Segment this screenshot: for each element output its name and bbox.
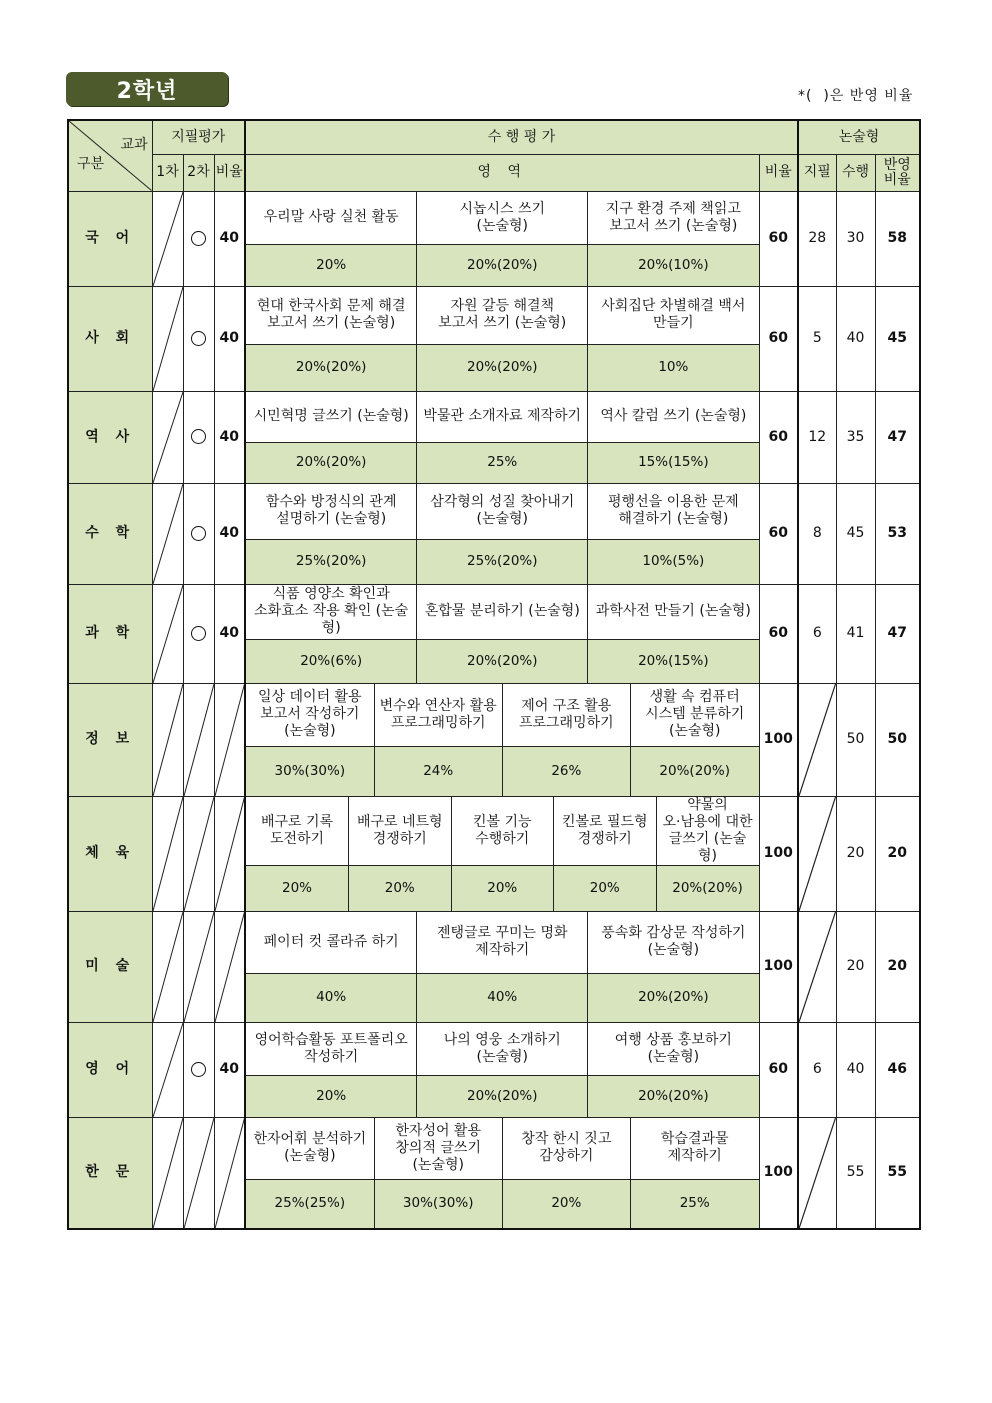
written-ratio-cell <box>214 1117 245 1229</box>
area-cell <box>245 584 759 683</box>
essay-total-value: 55 <box>875 1117 920 1229</box>
area-item <box>417 192 588 245</box>
written-ratio-value: 40 <box>214 391 245 483</box>
second-exam-cell <box>183 1022 214 1117</box>
area-header: 영 역 <box>245 154 759 191</box>
second-exam-cell <box>183 391 214 483</box>
area-grid <box>246 392 759 483</box>
area-percent: 24% <box>374 746 502 795</box>
essay-reflect-ratio-header <box>875 154 920 191</box>
subject-row <box>68 191 920 286</box>
area-item-label: 배구로 네트형 경쟁하기 <box>356 813 443 847</box>
area-cell <box>245 191 759 286</box>
area-item-label: 박물관 소개자료 제작하기 <box>423 408 582 425</box>
area-item <box>246 192 417 245</box>
essay-total-value: 58 <box>875 191 920 286</box>
area-percent: 40% <box>417 973 588 1021</box>
area-item-label: 과학사전 만들기 (논술형) <box>595 603 751 620</box>
second-exam-cell <box>183 584 214 683</box>
written-ratio-value: 40 <box>214 483 245 584</box>
area-item-label: 우리말 사랑 실천 활동 <box>263 209 399 226</box>
area-item-label: 일상 데이터 활용 보고서 작성하기 (논술형) <box>258 689 362 740</box>
area-percent: 25% <box>417 442 588 482</box>
subject-name: 영 어 <box>68 1022 152 1117</box>
area-item-label: 배구로 기록 도전하기 <box>260 813 334 847</box>
subject-name: 체 육 <box>68 796 152 911</box>
essay-written-cell <box>798 911 836 1022</box>
first-exam-cell <box>152 796 183 911</box>
area-percent: 20% <box>349 865 452 911</box>
area-item-label: 변수와 연산자 활용 프로그래밍하기 <box>379 697 497 731</box>
area-item <box>246 392 417 443</box>
area-item-label: 제어 구조 활용 프로그래밍하기 <box>518 697 614 731</box>
area-grid <box>246 912 759 1022</box>
area-percent: 10%(5%) <box>588 540 759 584</box>
essay-written-value: 28 <box>798 191 836 286</box>
area-item <box>417 585 588 640</box>
essay-performance-header: 수행 <box>836 154 875 191</box>
essay-total-value: 47 <box>875 584 920 683</box>
area-item-label: 젠탱글로 꾸미는 명화 제작하기 <box>436 925 568 959</box>
essay-performance-value: 20 <box>836 911 875 1022</box>
area-item <box>588 484 759 540</box>
essay-performance-value: 20 <box>836 796 875 911</box>
first-exam-cell <box>152 483 183 584</box>
essay-total-value: 46 <box>875 1022 920 1117</box>
area-item-label: 혼합물 분리하기 (논술형) <box>424 603 580 620</box>
area-item-label: 사회집단 차별해결 백서 만들기 <box>601 298 746 332</box>
second-exam-cell <box>183 191 214 286</box>
subject-row <box>68 483 920 584</box>
essay-written-value: 5 <box>798 286 836 391</box>
second-exam-header: 2차 <box>183 154 214 191</box>
area-item <box>588 1023 759 1076</box>
written-ratio-cell <box>214 796 245 911</box>
area-percent: 20%(20%) <box>246 345 417 391</box>
essay-performance-value: 41 <box>836 584 875 683</box>
second-exam-mark <box>191 331 206 346</box>
area-item-label: 킨볼 기능 수행하기 <box>472 813 532 847</box>
area-item-label: 식품 영양소 확인과 소화효소 작용 확인 (논술형) <box>254 586 409 637</box>
area-item <box>588 192 759 245</box>
performance-ratio-value: 100 <box>759 796 798 911</box>
area-percent: 20% <box>246 1075 417 1116</box>
performance-ratio-value: 100 <box>759 683 798 796</box>
subject-row <box>68 911 920 1022</box>
essay-performance-value: 40 <box>836 1022 875 1117</box>
area-item-label: 생활 속 컴퓨터 시스템 분류하기 (논술형) <box>645 689 745 740</box>
area-grid <box>246 797 759 911</box>
area-item-label: 풍속화 감상문 작성하기 (논술형) <box>601 925 746 959</box>
area-item <box>588 585 759 640</box>
area-grid <box>246 1023 759 1117</box>
area-item <box>246 585 417 640</box>
subject-name: 한 문 <box>68 1117 152 1229</box>
essay-performance-value: 40 <box>836 286 875 391</box>
area-item <box>502 684 630 747</box>
area-item <box>349 797 452 866</box>
essay-written-cell <box>798 796 836 911</box>
essay-performance-value: 35 <box>836 391 875 483</box>
area-item-label: 한자성어 활용 창의적 글쓰기 (논술형) <box>395 1122 481 1173</box>
area-grid <box>246 684 759 796</box>
first-exam-cell <box>152 683 183 796</box>
essay-header: 논술형 <box>798 120 920 154</box>
first-exam-cell <box>152 286 183 391</box>
essay-written-value: 12 <box>798 391 836 483</box>
area-percent: 20%(20%) <box>417 345 588 391</box>
subject-name: 국 어 <box>68 191 152 286</box>
area-percent: 20% <box>554 865 657 911</box>
area-item <box>417 1023 588 1076</box>
area-item-label: 자원 갈등 해결책 보고서 쓰기 (논술형) <box>438 298 567 332</box>
essay-total-value: 53 <box>875 483 920 584</box>
subject-name: 역 사 <box>68 391 152 483</box>
area-percent: 20%(20%) <box>630 746 758 795</box>
first-exam-cell <box>152 191 183 286</box>
area-item <box>451 797 554 866</box>
area-percent: 20%(20%) <box>417 639 588 682</box>
performance-ratio-value: 60 <box>759 483 798 584</box>
second-exam-mark <box>191 231 206 246</box>
area-grid <box>246 192 759 286</box>
second-exam-cell <box>183 683 214 796</box>
area-item-label: 영어학습활동 포트폴리오 작성하기 <box>254 1031 408 1065</box>
subject-name: 과 학 <box>68 584 152 683</box>
performance-ratio-value: 60 <box>759 1022 798 1117</box>
area-percent: 25%(20%) <box>417 540 588 584</box>
written-ratio-cell <box>214 911 245 1022</box>
subject-row <box>68 683 920 796</box>
area-item <box>246 912 417 974</box>
area-grid <box>246 287 759 391</box>
performance-ratio-value: 60 <box>759 191 798 286</box>
second-exam-mark <box>191 626 206 641</box>
subject-row <box>68 1117 920 1229</box>
essay-written-value: 6 <box>798 584 836 683</box>
essay-total-value: 20 <box>875 796 920 911</box>
area-cell <box>245 286 759 391</box>
area-grid <box>246 1118 759 1229</box>
area-percent: 26% <box>502 746 630 795</box>
second-exam-mark <box>191 429 206 444</box>
performance-ratio-value: 100 <box>759 911 798 1022</box>
essay-total-value: 20 <box>875 911 920 1022</box>
written-ratio-value: 40 <box>214 286 245 391</box>
essay-reflect-ratio-label: 반영 비율 <box>883 156 911 188</box>
first-exam-cell <box>152 1022 183 1117</box>
subject-name: 정 보 <box>68 683 152 796</box>
essay-written-value: 8 <box>798 483 836 584</box>
area-percent: 10% <box>588 345 759 391</box>
second-exam-cell <box>183 1117 214 1229</box>
area-percent: 20%(10%) <box>588 244 759 285</box>
area-cell <box>245 391 759 483</box>
area-cell <box>245 1117 759 1229</box>
area-percent: 20% <box>451 865 554 911</box>
area-item <box>246 1118 374 1180</box>
performance-ratio-header: 비율 <box>759 154 798 191</box>
subject-row <box>68 1022 920 1117</box>
area-item-label: 지구 환경 주제 책읽고 보고서 쓰기 (논술형) <box>605 200 741 234</box>
first-exam-cell <box>152 911 183 1022</box>
subject-row <box>68 286 920 391</box>
area-item <box>374 1118 502 1180</box>
grade-title: 2학년 <box>66 72 228 106</box>
area-item <box>246 797 349 866</box>
category-label: 구분 <box>77 155 105 172</box>
area-item-label: 학습결과물 제작하기 <box>660 1131 729 1165</box>
performance-ratio-value: 60 <box>759 286 798 391</box>
area-percent: 20%(20%) <box>588 973 759 1021</box>
area-item-label: 함수와 방정식의 관계 설명하기 (논술형) <box>265 494 397 528</box>
essay-performance-value: 45 <box>836 483 875 584</box>
area-percent: 40% <box>246 973 417 1021</box>
written-ratio-value: 40 <box>214 584 245 683</box>
subject-name: 수 학 <box>68 483 152 584</box>
area-percent: 15%(15%) <box>588 442 759 482</box>
area-item <box>246 1023 417 1076</box>
area-item <box>588 287 759 345</box>
area-item <box>417 287 588 345</box>
essay-written-value: 6 <box>798 1022 836 1117</box>
area-item-label: 역사 칼럼 쓰기 (논술형) <box>600 408 747 425</box>
area-grid <box>246 585 759 683</box>
area-item-label: 현대 한국사회 문제 해결 보고서 쓰기 (논술형) <box>256 298 406 332</box>
second-exam-mark <box>191 526 206 541</box>
area-item <box>417 912 588 974</box>
performance-header: 수 행 평 가 <box>245 120 798 154</box>
performance-ratio-value: 100 <box>759 1117 798 1229</box>
area-item <box>554 797 657 866</box>
area-cell <box>245 683 759 796</box>
area-item-label: 창작 한시 짓고 감상하기 <box>521 1131 612 1165</box>
area-percent: 20%(20%) <box>588 1075 759 1116</box>
area-item-label: 시민혁명 글쓰기 (논술형) <box>253 408 409 425</box>
area-percent: 20%(20%) <box>417 1075 588 1116</box>
subject-name: 사 회 <box>68 286 152 391</box>
area-item <box>588 392 759 443</box>
performance-ratio-value: 60 <box>759 391 798 483</box>
area-percent: 20%(15%) <box>588 639 759 682</box>
area-grid <box>246 484 759 584</box>
area-item <box>417 484 588 540</box>
second-exam-cell <box>183 483 214 584</box>
area-item <box>630 684 758 747</box>
essay-performance-value: 50 <box>836 683 875 796</box>
area-item-label: 킨볼로 필드형 경쟁하기 <box>561 813 648 847</box>
area-percent: 20% <box>246 244 417 285</box>
subject-label: 교과 <box>120 137 148 153</box>
category-corner-header <box>68 120 152 191</box>
area-percent: 30%(30%) <box>374 1179 502 1228</box>
area-percent: 25%(25%) <box>246 1179 374 1228</box>
area-item <box>588 912 759 974</box>
essay-performance-value: 55 <box>836 1117 875 1229</box>
subject-row <box>68 796 920 911</box>
subject-name: 미 술 <box>68 911 152 1022</box>
area-cell <box>245 796 759 911</box>
area-percent: 20%(20%) <box>417 244 588 285</box>
area-cell <box>245 911 759 1022</box>
area-item-label: 시놉시스 쓰기 (논술형) <box>459 200 546 234</box>
second-exam-mark <box>191 1062 206 1077</box>
second-exam-cell <box>183 911 214 1022</box>
essay-written-cell <box>798 683 836 796</box>
area-item-label: 나의 영웅 소개하기 (논술형) <box>443 1031 561 1065</box>
essay-total-value: 45 <box>875 286 920 391</box>
first-exam-cell <box>152 1117 183 1229</box>
essay-written-header: 지필 <box>798 154 836 191</box>
area-item <box>246 287 417 345</box>
area-percent: 20%(20%) <box>246 442 417 482</box>
area-cell <box>245 1022 759 1117</box>
area-item-label: 약물의 오·남용에 대한 글쓰기 (논술형) <box>662 796 753 864</box>
area-item <box>630 1118 758 1180</box>
area-percent: 20% <box>246 865 349 911</box>
area-item-label: 여행 상품 홍보하기 (논술형) <box>614 1031 732 1065</box>
written-ratio-value: 40 <box>214 1022 245 1117</box>
area-cell <box>245 483 759 584</box>
area-item-label: 페이터 컷 콜라쥬 하기 <box>263 933 399 950</box>
area-item-label: 평행선을 이용한 문제 해결하기 (논술형) <box>608 494 739 528</box>
first-exam-cell <box>152 391 183 483</box>
written-exam-header: 지필평가 <box>152 120 245 154</box>
area-item <box>502 1118 630 1180</box>
written-ratio-header: 비율 <box>214 154 245 191</box>
area-item <box>374 684 502 747</box>
subject-row <box>68 584 920 683</box>
first-exam-cell <box>152 584 183 683</box>
area-percent: 20%(6%) <box>246 639 417 682</box>
area-item-label: 한자어휘 분석하기 (논술형) <box>253 1131 367 1165</box>
second-exam-cell <box>183 286 214 391</box>
essay-total-value: 47 <box>875 391 920 483</box>
subject-row <box>68 391 920 483</box>
essay-performance-value: 30 <box>836 191 875 286</box>
reflect-ratio-note: *( )은 반영 비율 <box>798 88 914 104</box>
area-item <box>417 392 588 443</box>
first-exam-header: 1차 <box>152 154 183 191</box>
area-item-label: 삼각형의 성질 찾아내기 (논술형) <box>430 494 575 528</box>
area-percent: 25%(20%) <box>246 540 417 584</box>
essay-total-value: 50 <box>875 683 920 796</box>
area-percent: 20% <box>502 1179 630 1228</box>
area-item <box>656 797 759 866</box>
second-exam-cell <box>183 796 214 911</box>
area-item <box>246 684 374 747</box>
evaluation-table <box>67 119 921 1230</box>
area-percent: 20%(20%) <box>656 865 759 911</box>
written-ratio-value: 40 <box>214 191 245 286</box>
written-ratio-cell <box>214 683 245 796</box>
essay-written-cell <box>798 1117 836 1229</box>
performance-ratio-value: 60 <box>759 584 798 683</box>
area-percent: 30%(30%) <box>246 746 374 795</box>
area-item <box>246 484 417 540</box>
area-percent: 25% <box>630 1179 758 1228</box>
